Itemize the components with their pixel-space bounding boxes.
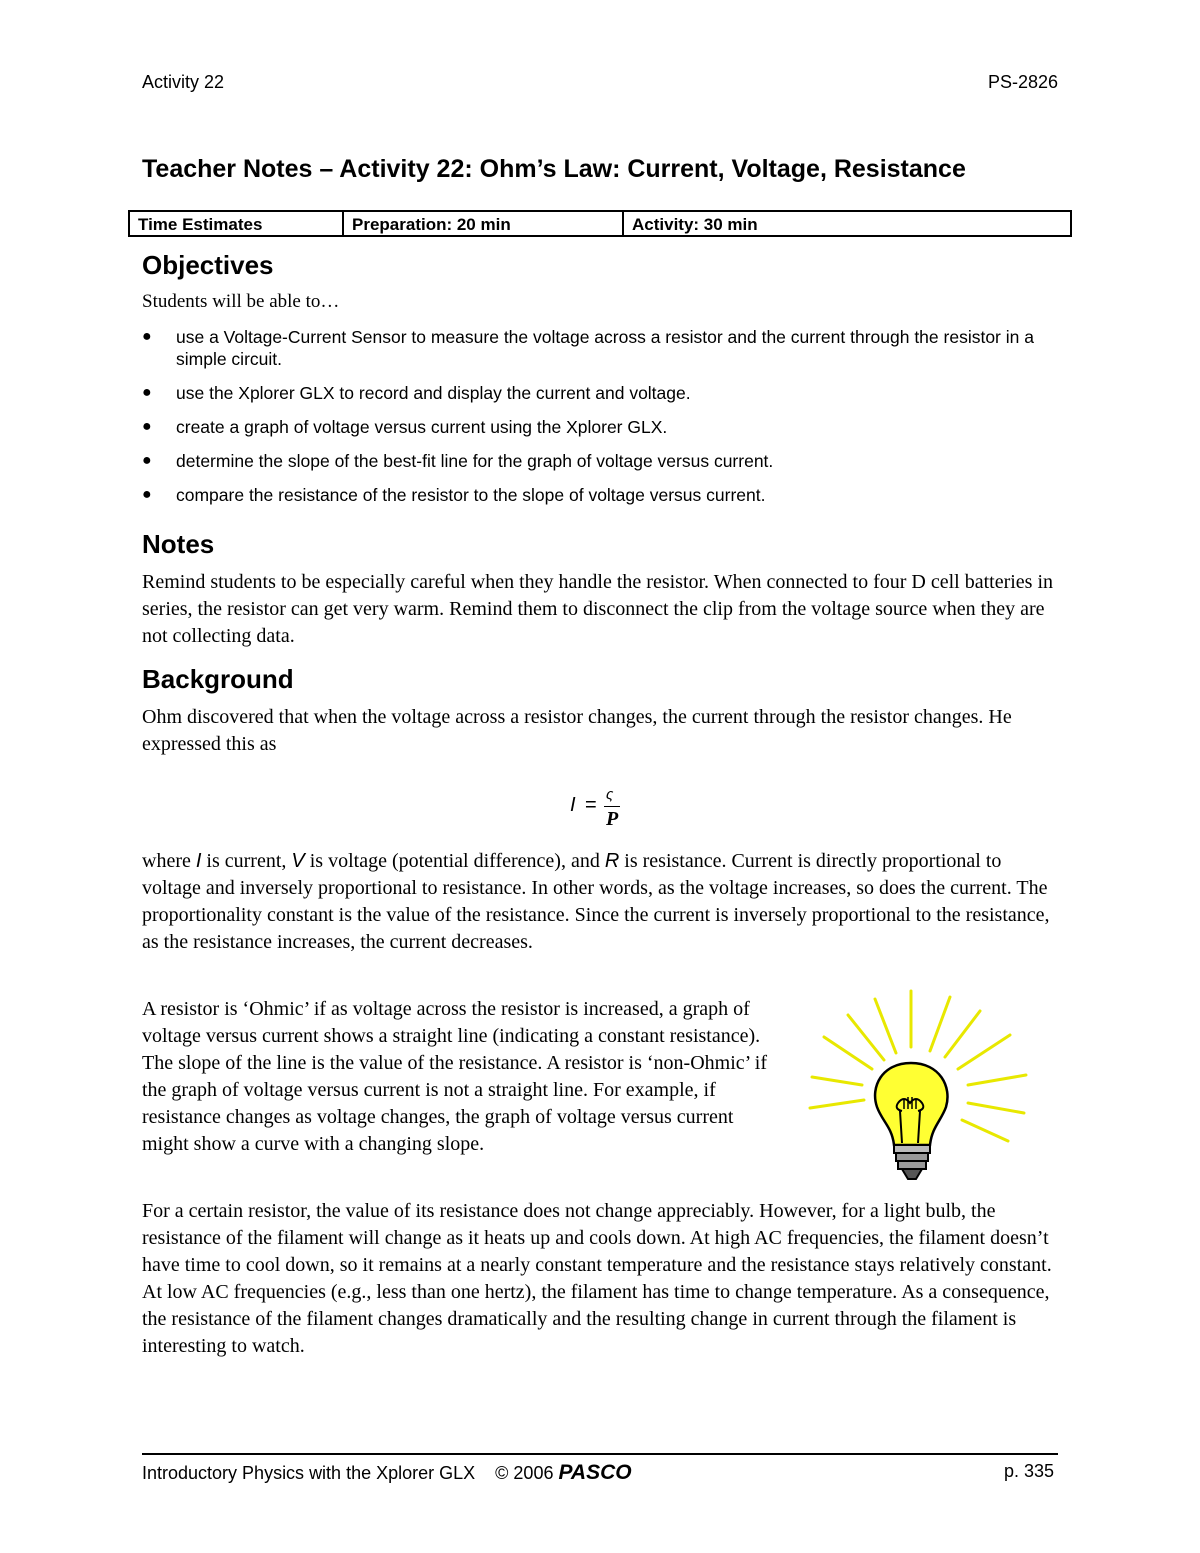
objectives-list [142, 326, 1058, 506]
background-heading: Background [142, 664, 294, 694]
background-paragraph-3: A resistor is ‘Ohmic’ if as voltage across the resistor is increased, a graph of voltage versus current shows a straight line (indicating a constant resistance). The slope of the line is the value of the resistance. A resistor is ‘non-Ohmic’ if the graph of voltage versus current is not a straight line. For example, if resistance changes as voltage changes, the graph of voltage versus current might show a curve with a changing slope. [142, 998, 768, 1155]
list-item-text: compare the resistance of the resistor to the slope of voltage versus current. [176, 485, 766, 505]
objectives-section [142, 250, 1058, 518]
list-item-text: use the Xplorer GLX to record and display the current and voltage. [176, 383, 691, 403]
list-item-text: use a Voltage-Current Sensor to measure the voltage across a resistor and the current through the resistor in a simple circuit. [176, 327, 1034, 369]
background-paragraph-1: Ohm discovered that when the voltage across a resistor changes, the current through the resistor changes. He expressed this as [142, 706, 1012, 755]
activity-time: Activity: 30 min [632, 215, 758, 234]
list-item [142, 382, 1058, 404]
bullet-icon: ● [142, 328, 152, 345]
var-resistance: R [604, 850, 620, 872]
equation-equals: = [585, 794, 597, 816]
notes-text: Remind students to be especially careful when they handle the resistor. When connected to four D cell batteries in series, the resistor can get very warm. Remind them to disconnect the clip from the voltage source when they are not collecting data. [142, 571, 1054, 647]
page-number: p. 335 [1003, 1461, 1054, 1481]
bullet-icon: ● [142, 418, 152, 435]
background-section [142, 664, 1058, 758]
equation-denominator: P [606, 808, 619, 830]
background-paragraph-2-wrap [142, 848, 1058, 956]
var-current: I [195, 850, 202, 872]
equation-current: I [570, 794, 576, 816]
footer-copyright: © 2006 [495, 1463, 554, 1483]
page-header [142, 72, 1058, 93]
footer-left [142, 1461, 632, 1485]
background-paragraph-3-wrap [142, 996, 782, 1158]
background-paragraph-2: where I is current, V is voltage (potential difference), and R is resistance. Current is directly proportional to voltage and inversely proportional to resistance. In other words, as the voltage increases, so does the current. The proportionality constant is the value of the resistance. Since the current is inversely proportional to the resistance, as the resistance increases, the current decreases. [142, 850, 1050, 953]
footer-book-title: Introductory Physics with the Xplorer GLX [142, 1463, 476, 1483]
objectives-intro: Students will be able to… [142, 291, 340, 312]
page-title: Teacher Notes – Activity 22: Ohm’s Law: Current, Voltage, Resistance [142, 155, 966, 183]
header-activity: Activity 22 [142, 72, 225, 92]
list-item [142, 484, 1058, 506]
footer-divider [142, 1453, 1058, 1455]
list-item [142, 416, 1058, 438]
time-estimates-label: Time Estimates [130, 212, 344, 235]
page-footer [142, 1461, 1054, 1485]
header-product-code: PS-2826 [987, 72, 1058, 92]
bullet-icon: ● [142, 452, 152, 469]
var-voltage: V [291, 850, 305, 872]
time-estimates-table [128, 210, 1072, 237]
bullet-icon: ● [142, 384, 152, 401]
equation-numerator: ς [606, 786, 614, 803]
background-paragraph-4-wrap [142, 1198, 1058, 1360]
preparation-time: Preparation: 20 min [344, 212, 624, 235]
notes-section [142, 529, 1058, 650]
equation-fraction-bar [604, 806, 620, 807]
list-item [142, 450, 1058, 472]
light-bulb-icon [800, 985, 1045, 1185]
notes-heading: Notes [142, 529, 215, 559]
list-item-text: create a graph of voltage versus current using the Xplorer GLX. [176, 417, 668, 437]
list-item [142, 326, 1058, 370]
pasco-logo: PASCO [558, 1461, 632, 1484]
bullet-icon: ● [142, 486, 152, 503]
objectives-heading: Objectives [142, 250, 274, 280]
background-paragraph-4: For a certain resistor, the value of its resistance does not change appreciably. However, for a light bulb, the resistance of the filament will change as it heats up and cools down. At high AC frequencies, the filament doesn’t have time to cool down, so it remains at a nearly constant temperature and the resistance stays relatively constant. At low AC frequencies (e.g., less than one hertz), the filament has time to change temperature. As a consequence, the resistance of the filament changes dramatically and the resulting change in current through the filament is interesting to watch. [142, 1200, 1052, 1357]
ohms-law-equation [570, 786, 650, 832]
list-item-text: determine the slope of the best-fit line for the graph of voltage versus current. [176, 451, 774, 471]
